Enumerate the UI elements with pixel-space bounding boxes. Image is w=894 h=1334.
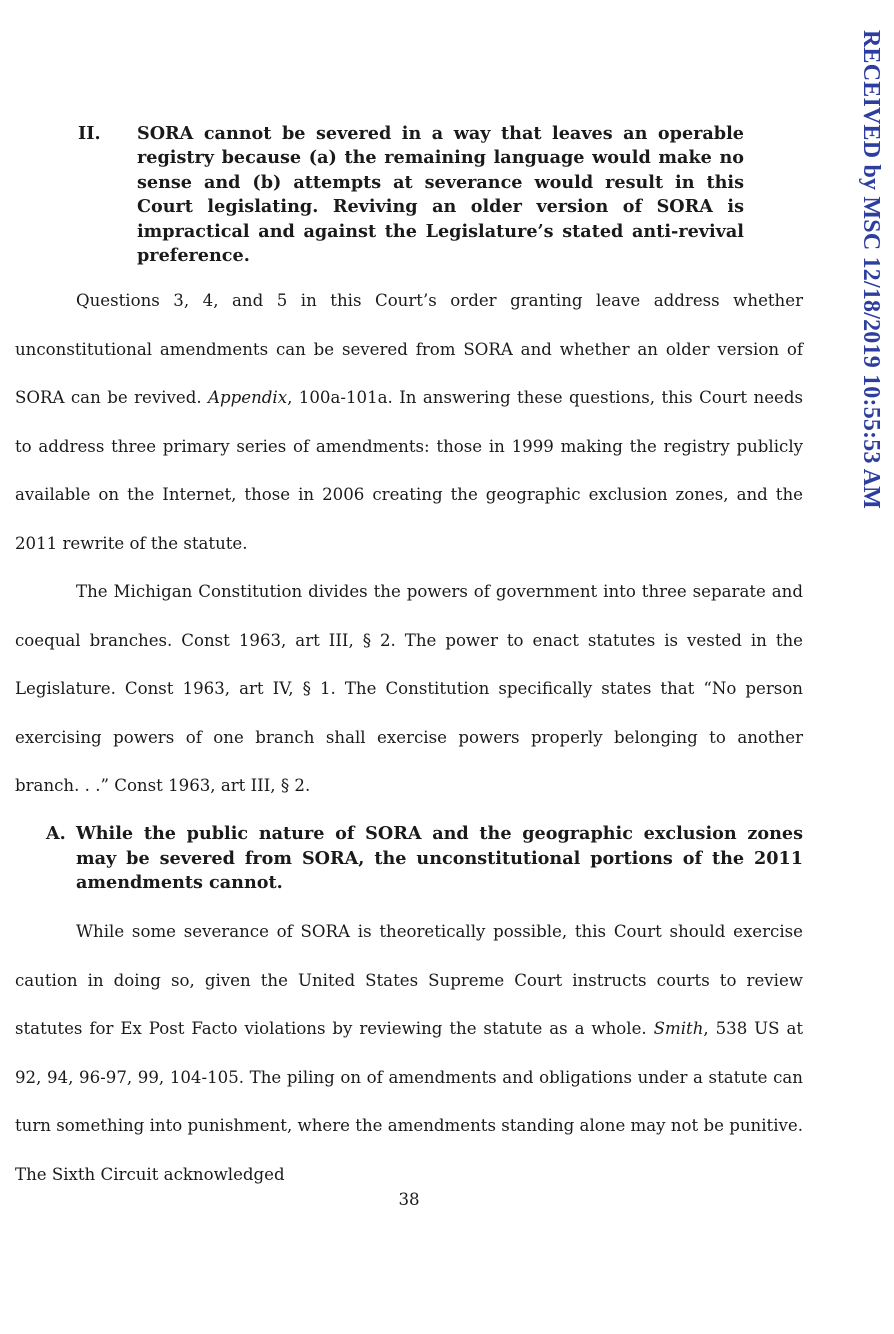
paragraph-2-text: The Michigan Constitution divides the powers of government into three separate and coequal branches. Const 1963, art III, § 2. The power to enact statutes is vested in the Legislature. Const 1963, art IV, § 1. The Constitution specifically states that “No person exercising powers of one branch shall exercise powers properly belonging to another branch. . .” Const 1963, art III, § 2. [15, 582, 803, 796]
paragraph-3-text [15, 908, 803, 1200]
section-ii-heading [78, 122, 744, 268]
paragraph-1-part-a: Questions 3, 4, and 5 in this Court’s order granting leave address whether unconstitutional amendments can be severed from SORA and whether an older version of SORA can be revived. [15, 291, 803, 408]
paragraph-questions [15, 277, 803, 569]
paragraph-3-part-b: , 538 US at 92, 94, 96-97, 99, 104-105. The piling on of amendments and obligations under a statute can turn something into punishment, where the amendments standing alone may not be punitive. The Sixth Circuit acknowledged [15, 1019, 804, 1184]
section-a-heading [46, 822, 803, 896]
section-a-title: While the public nature of SORA and the geographic exclusion zones may be severed from SORA, the unconstitutional portions of the 2011 amendments cannot. [76, 823, 803, 894]
page-number: 38 [398, 1190, 420, 1209]
section-ii-number: II. [78, 123, 101, 144]
paragraph-1-text [15, 277, 803, 569]
paragraph-constitution [15, 568, 803, 811]
received-stamp: RECEIVED by MSC 12/18/2019 10:55:53 AM [858, 30, 884, 509]
paragraph-3-part-a: While some severance of SORA is theoretically possible, this Court should exercise caution in doing so, given the United States Supreme Court instructs courts to review statutes for Ex Post Facto violations by reviewing the statute as a whole. [15, 922, 803, 1039]
paragraph-1-part-b: , 100a-101a. In answering these questions, this Court needs to address three primary series of amendments: those in 1999 making the registry publicly available on the Internet, those in 2006 creating the geographic exclusion zones, and the 2011 rewrite of the statute. [15, 388, 803, 553]
section-a-number: A. [46, 823, 66, 844]
paragraph-severance [15, 908, 803, 1200]
section-ii-title: SORA cannot be severed in a way that leaves an operable registry because (a) the remaining language would make no sense and (b) attempts at severance would result in this Court legislating. Reviving an older version of SORA is impractical and against the Legislature’s stated anti-revival preference. [137, 123, 744, 267]
appendix-citation: Appendix [208, 388, 288, 408]
smith-citation: Smith [653, 1019, 704, 1039]
